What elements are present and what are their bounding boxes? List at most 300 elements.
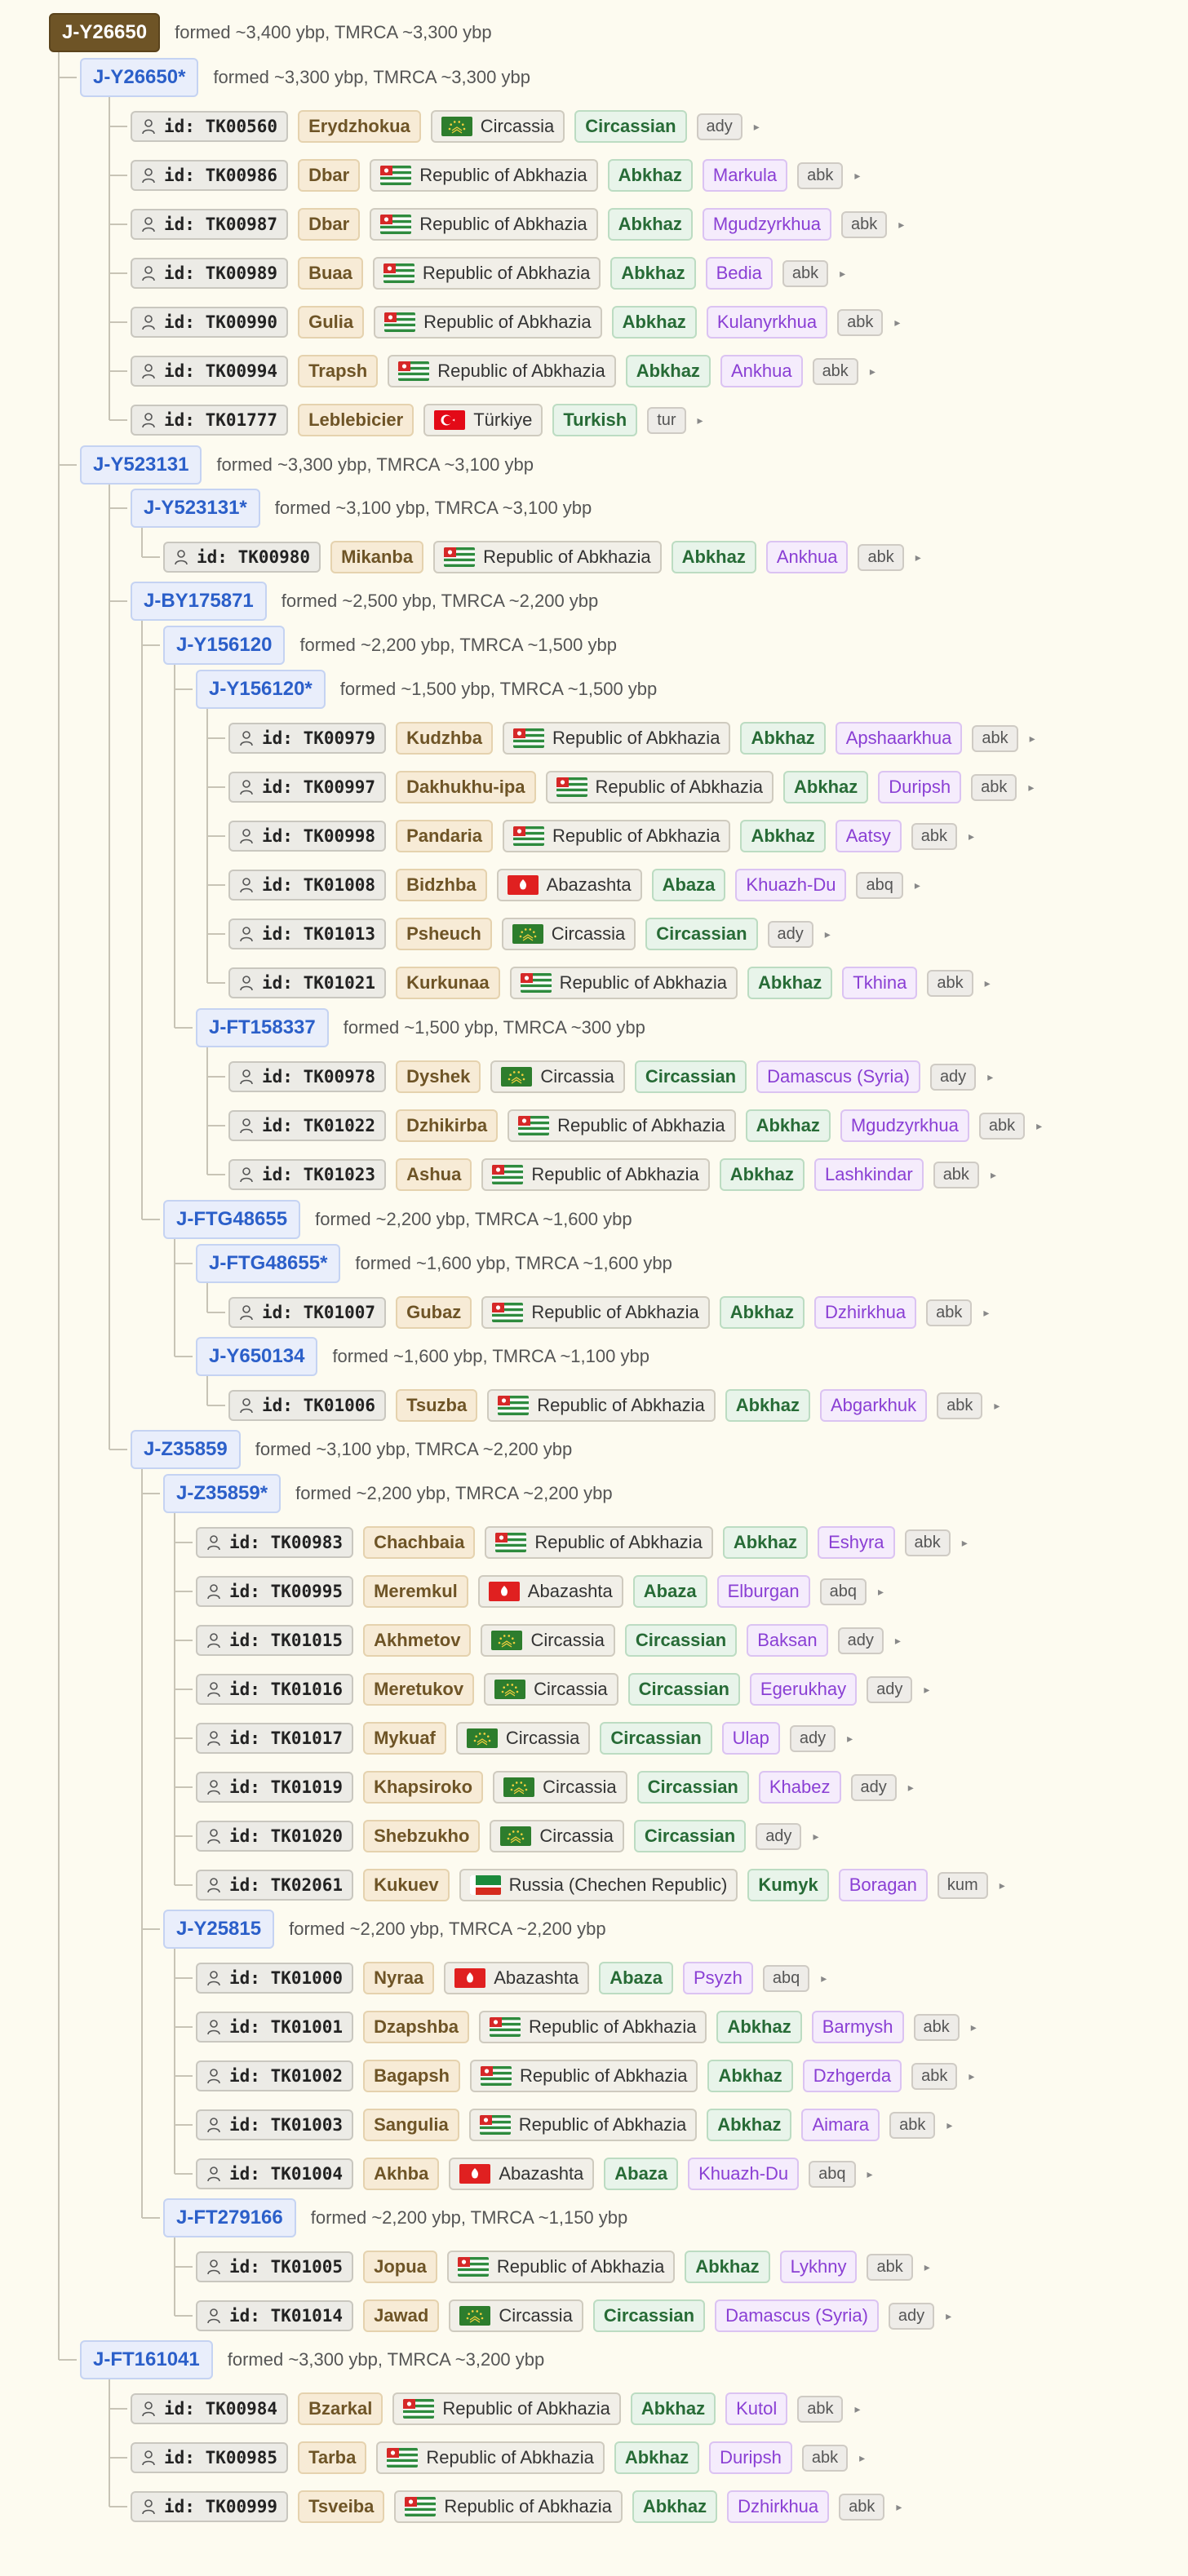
language-code-badge: abk [914,2014,960,2041]
language-code-badge: abk [802,2445,848,2472]
sample-row [228,916,831,952]
country-pill [508,1109,735,1142]
language-code-badge: abq [809,2161,855,2188]
sample-row [228,720,1035,756]
country-name: Republic of Abkhazia [537,1395,705,1415]
sample-row [196,1960,827,1996]
sample-id-pill[interactable] [228,870,386,901]
sample-row [131,255,845,291]
sample-id: id: TK01013 [262,924,376,944]
person-icon [206,1632,221,1649]
sample-id: id: TK00989 [164,263,278,283]
ethnicity-pill: Abaza [633,1575,707,1608]
sample-id-pill[interactable] [196,1963,353,1994]
person-icon [239,1304,254,1321]
country-pill [469,2109,697,2141]
haplogroup-label[interactable]: J-FT158337 [196,1008,329,1047]
sample-id-pill[interactable] [131,2491,288,2522]
country-pill [374,306,601,339]
person-icon [206,1779,221,1795]
place-pill: Damascus (Syria) [715,2299,879,2332]
person-icon [239,1069,254,1085]
sample-id: id: TK01004 [229,2164,344,2184]
language-code-badge: abk [972,725,1017,752]
haplogroup-label[interactable]: J-Y26650 [49,13,160,52]
surname-pill: Pandaria [396,820,493,852]
sample-id-pill[interactable] [228,821,386,852]
language-code-badge: ady [867,1676,912,1703]
expand-caret-icon[interactable]: ▸ [969,829,975,843]
language-code-badge: ady [930,1064,976,1091]
haplogroup-label[interactable]: J-BY175871 [131,582,267,621]
haplogroup-dating: formed ~3,100 ybp, TMRCA ~3,100 ybp [274,498,592,518]
surname-pill: Kukuev [363,1869,449,1901]
sample-id: id: TK01017 [229,1728,344,1748]
sample-id-pill[interactable] [196,1870,353,1901]
country-name: Republic of Abkhazia [595,777,764,797]
sample-id: id: TK00979 [262,728,376,748]
language-code-badge: abk [841,211,887,238]
ethnicity-pill: Abkhaz [723,1526,808,1559]
sample-id-pill[interactable] [228,1297,386,1328]
surname-pill: Trapsh [298,355,378,387]
place-pill: Markula [703,159,787,192]
ethnicity-pill: Abkhaz [725,1389,810,1422]
place-pill: Barmysh [812,2011,904,2043]
country-pill [392,2392,620,2425]
ethnicity-pill: Abkhaz [707,2060,792,2092]
expand-caret-icon[interactable]: ▸ [898,217,905,231]
expand-caret-icon[interactable]: ▸ [987,1069,994,1083]
haplogroup-dating: formed ~2,200 ybp, TMRCA ~1,500 ybp [299,635,617,655]
sample-id-pill[interactable] [196,1674,353,1705]
expand-caret-icon[interactable]: ▸ [894,1633,901,1647]
country-name: Abazashta [527,1581,613,1601]
person-icon [206,2019,221,2035]
abkhazia-flag-icon [387,2448,418,2468]
sample-id-pill[interactable] [131,2442,288,2473]
haplogroup-dating: formed ~1,500 ybp, TMRCA ~1,500 ybp [339,679,658,699]
haplogroup-dating: formed ~3,400 ybp, TMRCA ~3,300 ybp [175,22,492,42]
haplogroup-label[interactable]: J-FT279166 [163,2198,296,2237]
haplogroup-dating: formed ~2,200 ybp, TMRCA ~1,150 ybp [310,2207,628,2228]
haplogroup-label[interactable]: J-Y156120 [163,626,285,665]
surname-pill: Akhba [363,2158,439,2190]
language-code-badge: abk [926,1299,972,1326]
expand-caret-icon[interactable]: ▸ [854,2401,861,2415]
place-pill: Dzhirkhua [727,2490,829,2523]
language-code-badge: abk [782,260,828,287]
sample-row [196,2156,873,2192]
ethnicity-pill: Abkhaz [740,820,825,852]
haplogroup-label[interactable]: J-FT161041 [80,2340,213,2379]
surname-pill: Gubaz [396,1296,472,1329]
sample-row [131,304,900,340]
ethnicity-pill: Abaza [652,869,726,901]
language-code-badge: abk [911,823,957,850]
expand-caret-icon[interactable]: ▸ [915,550,921,564]
circassia-flag-icon [467,1728,498,1748]
language-code-badge: abk [889,2112,935,2139]
expand-caret-icon[interactable]: ▸ [924,1682,930,1696]
abazashta-flag-icon [454,1968,485,1988]
ethnicity-pill: Abkhaz [608,208,693,241]
country-pill [456,1722,590,1755]
sample-id-pill[interactable] [131,209,288,240]
sample-id-pill[interactable] [228,723,386,754]
country-pill [497,869,642,901]
language-code-badge: abk [933,1162,979,1188]
surname-pill: Meremkul [363,1575,468,1608]
haplogroup-dating: formed ~3,300 ybp, TMRCA ~3,200 ybp [227,2349,545,2370]
sample-id-pill[interactable] [196,1527,353,1558]
sample-id: id: TK01008 [262,875,376,895]
expand-caret-icon[interactable]: ▸ [969,2069,975,2082]
sample-id-pill[interactable] [196,1576,353,1607]
language-code-badge: ady [697,113,742,140]
abkhazia-flag-icon [403,2399,434,2419]
sample-id-pill[interactable] [228,1390,386,1421]
expand-caret-icon[interactable]: ▸ [854,168,861,182]
sample-id-pill[interactable] [196,1625,353,1656]
haplogroup-dating: formed ~1,600 ybp, TMRCA ~1,600 ybp [355,1253,672,1273]
sample-id-pill[interactable] [131,307,288,338]
country-pill [490,1060,624,1093]
sample-id: id: TK02061 [229,1875,344,1895]
language-code-badge: abk [858,544,903,571]
sample-id-pill[interactable] [163,542,321,573]
circassia-flag-icon [512,924,543,944]
country-name: Republic of Abkhazia [552,825,720,846]
person-icon [174,549,188,565]
surname-pill: Bidzhba [396,869,487,901]
haplogroup-row [196,671,657,707]
sample-row [228,1388,1000,1423]
haplogroup-row [163,2200,627,2236]
sample-id-pill[interactable] [196,2251,353,2282]
sample-id-pill[interactable] [196,1821,353,1852]
ethnicity-pill: Circassian [635,1060,747,1093]
surname-pill: Nyraa [363,1962,434,1994]
ethnicity-pill: Abkhaz [626,355,711,387]
ethnicity-pill: Abkhaz [608,159,693,192]
ethnicity-pill: Abkhaz [631,2392,716,2425]
sample-id-pill[interactable] [131,405,288,436]
country-name: Republic of Abkhazia [531,1302,699,1322]
country-name: Republic of Abkhazia [534,1532,703,1552]
country-pill [444,1962,589,1994]
sample-id: id: TK01001 [229,2017,344,2037]
abkhazia-flag-icon [380,166,411,185]
sample-id-pill[interactable] [196,2300,353,2331]
ethnicity-pill: Abaza [599,1962,673,1994]
person-icon [206,2166,221,2182]
surname-pill: Sangulia [363,2109,459,2141]
sample-id-pill[interactable] [196,2060,353,2091]
haplogroup-label[interactable]: J-Z35859* [163,1474,281,1513]
expand-caret-icon[interactable]: ▸ [1029,731,1035,745]
country-pill [449,2158,594,2190]
expand-caret-icon[interactable]: ▸ [869,364,875,378]
person-icon [239,1118,254,1134]
sample-id: id: TK01007 [262,1303,376,1322]
circassia-flag-icon [441,117,472,136]
haplogroup-row [196,1339,649,1374]
place-pill: Ankhua [766,541,849,573]
country-pill [484,1673,618,1706]
sample-row [228,1157,996,1193]
country-name: Republic of Abkhazia [442,2398,610,2419]
abkhazia-flag-icon [384,312,415,332]
language-code-badge: ady [756,1823,801,1850]
sample-id-pill[interactable] [131,2393,288,2424]
sample-id-pill[interactable] [228,1061,386,1092]
sample-id-pill[interactable] [196,2012,353,2043]
country-name: Republic of Abkhazia [437,361,605,381]
expand-caret-icon[interactable]: ▸ [994,1398,1000,1412]
language-code-badge: tur [647,407,685,434]
surname-pill: Tarba [298,2441,366,2474]
haplogroup-dating: formed ~1,600 ybp, TMRCA ~1,100 ybp [332,1346,649,1366]
circassia-flag-icon [503,1777,534,1797]
surname-pill: Dzhikirba [396,1109,498,1142]
ethnicity-pill: Circassian [637,1771,749,1804]
surname-pill: Mykuaf [363,1722,446,1755]
sample-id-pill[interactable] [196,2158,353,2189]
surname-pill: Dyshek [396,1060,481,1093]
sample-id: id: TK01023 [262,1165,376,1184]
expand-caret-icon[interactable]: ▸ [813,1829,819,1843]
place-pill: Kulanyrkhua [707,306,827,339]
language-code-badge: ady [768,921,813,948]
sample-id: id: TK00986 [164,166,278,185]
haplogroup-label[interactable]: J-Z35859 [131,1430,241,1469]
person-icon [141,2401,156,2417]
person-icon [141,118,156,135]
haplogroup-dating: formed ~3,300 ybp, TMRCA ~3,300 ybp [213,67,530,87]
sample-id: id: TK01022 [262,1116,376,1135]
sample-id-pill[interactable] [228,1110,386,1141]
language-code-badge: abk [839,2494,884,2521]
country-name: Abazashta [499,2163,584,2184]
sample-row [228,1295,989,1330]
person-icon [206,1681,221,1697]
country-pill [447,2251,675,2283]
sample-id: id: TK00978 [262,1067,376,1087]
language-code-badge: ady [790,1725,836,1752]
expand-caret-icon[interactable]: ▸ [859,2450,866,2464]
country-name: Circassia [551,923,626,944]
place-pill: Lykhny [780,2251,858,2283]
ethnicity-pill: Circassian [593,2299,705,2332]
haplogroup-label[interactable]: J-Y26650* [80,58,198,97]
haplogroup-row [163,1476,613,1512]
expand-caret-icon[interactable]: ▸ [970,2020,977,2034]
country-pill [433,541,661,573]
abkhazia-flag-icon [518,1116,549,1135]
abkhazia-flag-icon [480,2115,511,2135]
circassia-flag-icon [459,2306,490,2326]
sample-id-pill[interactable] [228,772,386,803]
expand-caret-icon[interactable]: ▸ [990,1167,996,1181]
abkhazia-flag-icon [380,215,411,234]
haplogroup-row [49,15,492,51]
abkhazia-flag-icon [513,826,544,846]
country-pill [546,771,774,803]
surname-pill: Kudzhba [396,722,493,755]
person-icon [206,1730,221,1746]
language-code-badge: abk [979,1113,1025,1140]
place-pill: Damascus (Syria) [756,1060,920,1093]
ethnicity-pill: Abkhaz [720,1158,805,1191]
expand-caret-icon[interactable]: ▸ [867,2167,873,2180]
surname-pill: Mikanba [330,541,423,573]
sample-id-pill[interactable] [196,1723,353,1754]
expand-caret-icon[interactable]: ▸ [924,2260,930,2273]
expand-caret-icon[interactable]: ▸ [946,2118,953,2131]
person-icon [206,2308,221,2324]
country-name: Circassia [499,2305,573,2326]
country-pill [503,820,730,852]
sample-row [131,2489,902,2525]
country-name: Russia (Chechen Republic) [508,1874,728,1895]
surname-pill: Shebzukho [363,1820,480,1852]
country-pill [376,2441,604,2474]
country-pill [431,110,565,143]
surname-pill: Tsuzba [396,1389,477,1422]
expand-caret-icon[interactable]: ▸ [946,2308,952,2322]
country-pill [478,1575,623,1608]
expand-caret-icon[interactable]: ▸ [894,315,901,329]
sample-id-pill[interactable] [228,918,386,949]
sample-id: id: TK00990 [164,312,278,332]
sample-row [196,1867,1005,1903]
person-icon [206,1970,221,1986]
expand-caret-icon[interactable]: ▸ [847,1731,853,1745]
person-icon [206,1877,221,1893]
sample-id-pill[interactable] [131,356,288,387]
haplogroup-row [131,1432,572,1467]
ethnicity-pill: Circassian [645,918,757,950]
country-pill [481,1158,709,1191]
sample-row [196,1818,818,1854]
sample-id: id: TK01014 [229,2306,344,2326]
haplogroup-row [131,490,592,526]
expand-caret-icon[interactable]: ▸ [824,927,831,941]
country-pill [479,2011,707,2043]
sample-id-pill[interactable] [228,1159,386,1190]
sample-id-pill[interactable] [196,2109,353,2140]
expand-caret-icon[interactable]: ▸ [878,1584,884,1598]
haplogroup-label[interactable]: J-Y25815 [163,1910,274,1949]
sample-row [196,2298,951,2334]
person-icon [141,265,156,281]
circassia-flag-icon [494,1680,525,1699]
sample-id-pill[interactable] [131,111,288,142]
language-code-badge: abk [905,1529,951,1556]
haplogroup-label[interactable]: J-FTG48655* [196,1244,340,1283]
expand-caret-icon[interactable]: ▸ [753,119,760,133]
sample-id-pill[interactable] [131,258,288,289]
haplogroup-dating: formed ~3,100 ybp, TMRCA ~2,200 ybp [255,1439,573,1459]
ethnicity-pill: Abkhaz [740,722,825,755]
country-name: Republic of Abkhazia [419,165,587,185]
language-code-badge: abk [971,774,1017,801]
language-code-badge: abk [867,2254,912,2281]
sample-id-pill[interactable] [228,967,386,998]
surname-pill: Leblebicier [298,404,414,436]
expand-caret-icon[interactable]: ▸ [983,1305,990,1319]
haplogroup-label[interactable]: J-Y650134 [196,1337,317,1376]
sample-row [228,1108,1042,1144]
place-pill: Boragan [839,1869,928,1901]
expand-caret-icon[interactable]: ▸ [697,413,703,427]
language-code-badge: ady [838,1627,884,1654]
haplogroup-dating: formed ~2,500 ybp, TMRCA ~2,200 ybp [281,591,599,611]
country-name: Republic of Abkhazia [419,214,587,234]
haplogroup-label[interactable]: J-Y523131 [80,445,202,485]
language-code-badge: abk [911,2063,957,2090]
sample-id: id: TK01015 [229,1631,344,1650]
place-pill: Duripsh [878,771,961,803]
ethnicity-pill: Abkhaz [707,2109,791,2141]
country-name: Abazashta [546,874,632,895]
expand-caret-icon[interactable]: ▸ [914,878,920,892]
haplogroup-label[interactable]: J-FTG48655 [163,1200,300,1239]
person-icon [239,779,254,795]
ethnicity-pill: Abkhaz [614,2441,699,2474]
country-pill [510,967,738,999]
haplogroup-row [196,1010,645,1046]
person-icon [206,1534,221,1551]
ethnicity-pill: Abkhaz [612,306,697,339]
ethnicity-pill: Circassian [628,1673,740,1706]
country-name: Circassia [480,116,555,136]
expand-caret-icon[interactable]: ▸ [907,1780,914,1794]
place-pill: Baksan [747,1624,827,1657]
ethnicity-pill: Abkhaz [720,1296,805,1329]
surname-pill: Bzarkal [298,2392,383,2425]
sample-row [196,2249,930,2285]
expand-caret-icon[interactable]: ▸ [984,976,991,989]
abkhazia-flag-icon [492,1303,523,1322]
expand-caret-icon[interactable]: ▸ [896,2499,902,2513]
abkhazia-flag-icon [492,1165,523,1184]
sample-id: id: TK01021 [262,973,376,993]
surname-pill: Dbar [298,159,360,192]
expand-caret-icon[interactable]: ▸ [821,1971,827,1985]
surname-pill: Tsveiba [298,2490,384,2523]
expand-caret-icon[interactable]: ▸ [1036,1118,1043,1132]
circassia-flag-icon [500,1826,531,1846]
expand-caret-icon[interactable]: ▸ [1028,780,1035,794]
expand-caret-icon[interactable]: ▸ [961,1535,968,1549]
country-pill [470,2060,698,2092]
sample-id-pill[interactable] [196,1772,353,1803]
haplogroup-label[interactable]: J-Y156120* [196,670,326,709]
person-icon [239,975,254,991]
person-icon [141,216,156,232]
sample-row [131,2440,865,2476]
sample-id-pill[interactable] [131,160,288,191]
country-name: Republic of Abkhazia [444,2496,612,2516]
expand-caret-icon[interactable]: ▸ [840,266,846,280]
person-icon [141,314,156,330]
sample-id: id: TK00987 [164,215,278,234]
expand-caret-icon[interactable]: ▸ [999,1878,1005,1892]
haplogroup-label[interactable]: J-Y523131* [131,489,260,528]
sample-id: id: TK00984 [164,2399,278,2419]
